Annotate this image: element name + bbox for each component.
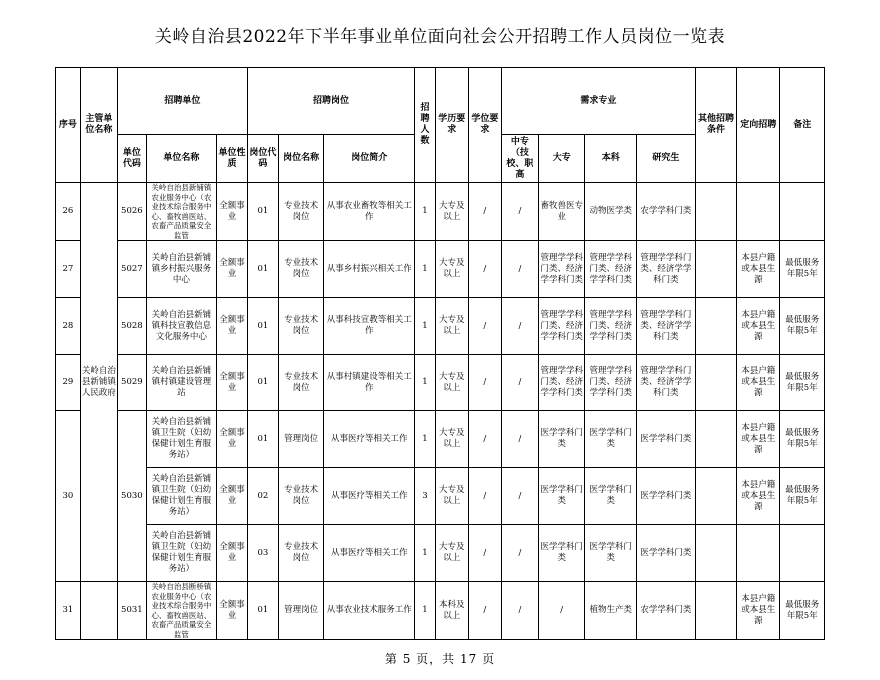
major-bachelor-cell: 医学学科门类 [585, 411, 637, 468]
post-code-cell: 01 [247, 241, 278, 298]
table-row [56, 411, 825, 468]
header-seq: 序号 [56, 68, 81, 183]
seq-cell: 30 [56, 411, 81, 582]
count-cell: 1 [415, 355, 436, 411]
post-desc-cell: 从事农业技术服务工作 [324, 582, 415, 640]
header-major-group: 需求专业 [501, 68, 695, 135]
unit-name-cell: 关岭自治县新铺镇乡村振兴服务中心 [146, 241, 216, 298]
major-grad-cell: 农学学科门类 [637, 183, 696, 241]
post-name-cell: 专业技术岗位 [278, 298, 323, 355]
major-college-cell: 医学学科门类 [538, 468, 584, 525]
major-grad-cell: 医学学科门类 [637, 525, 696, 582]
seq-cell: 27 [56, 241, 81, 298]
major-tech-cell: / [501, 468, 538, 525]
post-name-cell: 专业技术岗位 [278, 183, 323, 241]
education-cell: 大专及以上 [435, 298, 468, 355]
seq-cell: 29 [56, 355, 81, 411]
header-post-name: 岗位名称 [278, 135, 323, 183]
count-cell: 1 [415, 183, 436, 241]
post-desc-cell: 从事村镇建设等相关工作 [324, 355, 415, 411]
table-row [56, 241, 825, 298]
remark-cell: 最低服务年限5年 [780, 241, 825, 298]
count-cell: 1 [415, 298, 436, 355]
unit-type-cell: 全额事业 [216, 411, 247, 468]
header-count: 招聘人数 [415, 68, 436, 183]
header-targeted: 定向招聘 [737, 68, 780, 183]
header-remark: 备注 [780, 68, 825, 183]
major-tech-cell: / [501, 582, 538, 640]
table-row [56, 183, 825, 241]
header-major-grad: 研究生 [637, 135, 696, 183]
post-name-cell: 专业技术岗位 [278, 468, 323, 525]
education-cell: 大专及以上 [435, 241, 468, 298]
targeted-cell: 本县户籍或本县生源 [737, 582, 780, 640]
post-code-cell: 01 [247, 183, 278, 241]
other-cell [695, 298, 736, 355]
major-bachelor-cell: 医学学科门类 [585, 525, 637, 582]
major-grad-cell: 管理学学科门类、经济学学科门类 [637, 241, 696, 298]
major-grad-cell: 农学学科门类 [637, 582, 696, 640]
major-college-cell: 医学学科门类 [538, 411, 584, 468]
seq-cell: 26 [56, 183, 81, 241]
unit-type-cell: 全额事业 [216, 298, 247, 355]
unit-name-cell: 关岭自治县新铺镇农业服务中心（农业技术综合服务中心、畜牧兽医站、农畜产品质量安全监管 [146, 183, 216, 241]
count-cell: 1 [415, 525, 436, 582]
remark-cell: 最低服务年限5年 [780, 582, 825, 640]
targeted-cell: 本县户籍或本县生源 [737, 468, 780, 525]
other-cell [695, 241, 736, 298]
unit-code-cell: 5029 [117, 355, 146, 411]
remark-cell: 最低服务年限5年 [780, 355, 825, 411]
major-bachelor-cell: 植物生产类 [585, 582, 637, 640]
major-grad-cell: 管理学学科门类、经济学学科门类 [637, 298, 696, 355]
post-code-cell: 02 [247, 468, 278, 525]
unit-name-cell: 关岭自治县新铺镇村镇建设管理站 [146, 355, 216, 411]
unit-type-cell: 全额事业 [216, 183, 247, 241]
table-row [56, 355, 825, 411]
page-title: 关岭自治县2022年下半年事业单位面向社会公开招聘工作人员岗位一览表 [154, 27, 726, 47]
remark-cell [780, 183, 825, 241]
degree-cell: / [468, 183, 501, 241]
header-unit-code: 单位代码 [117, 135, 146, 183]
targeted-cell: 本县户籍或本县生源 [737, 411, 780, 468]
count-cell: 1 [415, 241, 436, 298]
other-cell [695, 355, 736, 411]
post-name-cell: 专业技术岗位 [278, 525, 323, 582]
unit-name-cell: 关岭自治县新铺镇科技宣教信息文化服务中心 [146, 298, 216, 355]
major-tech-cell: / [501, 525, 538, 582]
remark-cell [780, 525, 825, 582]
other-cell [695, 468, 736, 525]
header-major-college: 大专 [538, 135, 584, 183]
supervisor-cell [80, 582, 117, 640]
degree-cell: / [468, 355, 501, 411]
seq-cell: 31 [56, 582, 81, 640]
other-cell [695, 411, 736, 468]
major-bachelor-cell: 动物医学类 [585, 183, 637, 241]
major-bachelor-cell: 管理学学科门类、经济学学科门类 [585, 355, 637, 411]
page-footer: 第 5 页，共 17 页 [384, 652, 496, 666]
post-desc-cell: 从事医疗等相关工作 [324, 525, 415, 582]
degree-cell: / [468, 241, 501, 298]
post-desc-cell: 从事乡村振兴相关工作 [324, 241, 415, 298]
targeted-cell: 本县户籍或本县生源 [737, 241, 780, 298]
major-grad-cell: 医学学科门类 [637, 468, 696, 525]
education-cell: 大专及以上 [435, 525, 468, 582]
header-major-bachelor: 本科 [585, 135, 637, 183]
other-cell [695, 582, 736, 640]
other-cell [695, 183, 736, 241]
unit-type-cell: 全额事业 [216, 355, 247, 411]
unit-name-cell: 关岭自治县新铺镇卫生院（妇幼保健计划生育服务站） [146, 525, 216, 582]
unit-code-cell: 5027 [117, 241, 146, 298]
post-code-cell: 01 [247, 298, 278, 355]
degree-cell: / [468, 525, 501, 582]
major-tech-cell: / [501, 298, 538, 355]
post-name-cell: 管理岗位 [278, 411, 323, 468]
post-desc-cell: 从事农业畜牧等相关工作 [324, 183, 415, 241]
targeted-cell [737, 183, 780, 241]
recruitment-table [55, 67, 825, 640]
post-desc-cell: 从事科技宣教等相关工作 [324, 298, 415, 355]
header-unit-name: 单位名称 [146, 135, 216, 183]
unit-type-cell: 全额事业 [216, 582, 247, 640]
post-code-cell: 01 [247, 411, 278, 468]
major-tech-cell: / [501, 411, 538, 468]
major-bachelor-cell: 管理学学科门类、经济学学科门类 [585, 241, 637, 298]
degree-cell: / [468, 582, 501, 640]
unit-name-cell: 关岭自治县新铺镇卫生院（妇幼保健计划生育服务站） [146, 468, 216, 525]
unit-code-cell: 5028 [117, 298, 146, 355]
unit-code-cell: 5026 [117, 183, 146, 241]
major-college-cell: 管理学学科门类、经济学学科门类 [538, 298, 584, 355]
other-cell [695, 525, 736, 582]
major-tech-cell: / [501, 355, 538, 411]
unit-type-cell: 全额事业 [216, 468, 247, 525]
major-tech-cell: / [501, 183, 538, 241]
post-code-cell: 01 [247, 355, 278, 411]
post-desc-cell: 从事医疗等相关工作 [324, 411, 415, 468]
major-college-cell: 畜牧兽医专业 [538, 183, 584, 241]
unit-type-cell: 全额事业 [216, 525, 247, 582]
unit-name-cell: 关岭自治县断桥镇农业服务中心（农业技术综合服务中心、畜牧兽医站、农畜产品质量安全监管 [146, 582, 216, 640]
header-education: 学历要求 [435, 68, 468, 183]
post-code-cell: 01 [247, 582, 278, 640]
unit-type-cell: 全额事业 [216, 241, 247, 298]
header-degree: 学位要求 [468, 68, 501, 183]
education-cell: 大专及以上 [435, 355, 468, 411]
unit-name-cell: 关岭自治县新铺镇卫生院（妇幼保健计划生育服务站） [146, 411, 216, 468]
targeted-cell: 本县户籍或本县生源 [737, 355, 780, 411]
degree-cell: / [468, 298, 501, 355]
major-college-cell: 管理学学科门类、经济学学科门类 [538, 355, 584, 411]
table-row [56, 468, 825, 525]
major-college-cell: 医学学科门类 [538, 525, 584, 582]
post-desc-cell: 从事医疗等相关工作 [324, 468, 415, 525]
education-cell: 本科及以上 [435, 582, 468, 640]
count-cell: 3 [415, 468, 436, 525]
remark-cell: 最低服务年限5年 [780, 298, 825, 355]
supervisor-cell: 关岭自治县新铺镇人民政府 [80, 183, 117, 582]
table-row [56, 525, 825, 582]
major-grad-cell: 管理学学科门类、经济学学科门类 [637, 355, 696, 411]
count-cell: 1 [415, 411, 436, 468]
table-row [56, 298, 825, 355]
major-grad-cell: 医学学科门类 [637, 411, 696, 468]
major-college-cell: / [538, 582, 584, 640]
targeted-cell [737, 525, 780, 582]
unit-code-cell: 5031 [117, 582, 146, 640]
header-post-desc: 岗位简介 [324, 135, 415, 183]
count-cell: 1 [415, 582, 436, 640]
post-code-cell: 03 [247, 525, 278, 582]
education-cell: 大专及以上 [435, 468, 468, 525]
header-other: 其他招聘条件 [695, 68, 736, 183]
table-row [56, 582, 825, 640]
post-name-cell: 专业技术岗位 [278, 241, 323, 298]
major-tech-cell: / [501, 241, 538, 298]
header-unit-type: 单位性质 [216, 135, 247, 183]
major-bachelor-cell: 管理学学科门类、经济学学科门类 [585, 298, 637, 355]
remark-cell: 最低服务年限5年 [780, 411, 825, 468]
header-post-group: 招聘岗位 [247, 68, 414, 135]
degree-cell: / [468, 411, 501, 468]
education-cell: 大专及以上 [435, 411, 468, 468]
education-cell: 大专及以上 [435, 183, 468, 241]
seq-cell: 28 [56, 298, 81, 355]
header-unit-group: 招聘单位 [117, 68, 247, 135]
header-major-tech: 中专（技校、职高 [501, 135, 538, 183]
major-college-cell: 管理学学科门类、经济学学科门类 [538, 241, 584, 298]
unit-code-cell: 5030 [117, 411, 146, 582]
targeted-cell: 本县户籍或本县生源 [737, 298, 780, 355]
header-post-code: 岗位代码 [247, 135, 278, 183]
header-supervisor: 主管单位名称 [80, 68, 117, 183]
major-bachelor-cell: 医学学科门类 [585, 468, 637, 525]
post-name-cell: 专业技术岗位 [278, 355, 323, 411]
post-name-cell: 管理岗位 [278, 582, 323, 640]
degree-cell: / [468, 468, 501, 525]
remark-cell: 最低服务年限5年 [780, 468, 825, 525]
